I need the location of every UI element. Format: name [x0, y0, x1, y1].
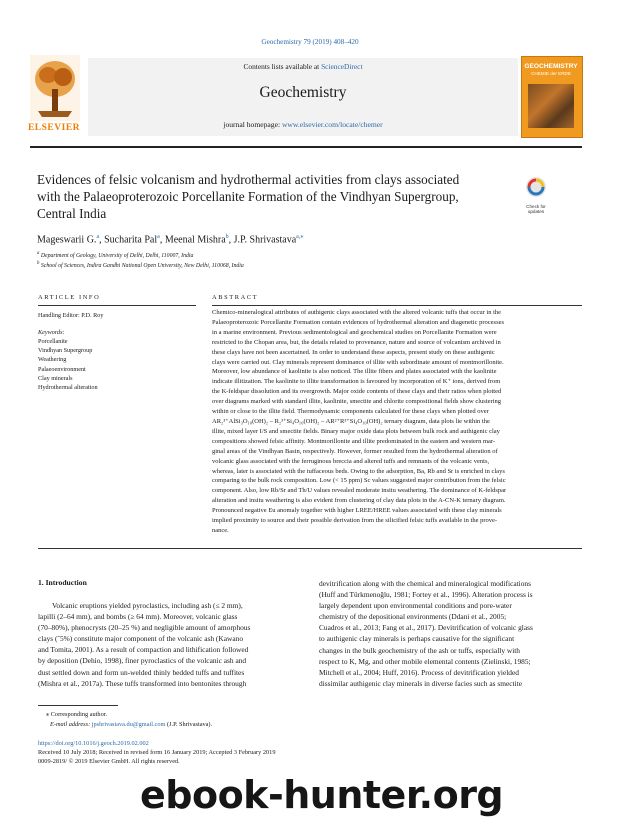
keyword: Weathering	[38, 356, 67, 364]
cover-photo	[528, 84, 574, 128]
keyword: Clay minerals	[38, 374, 73, 382]
introduction-left-column: Volcanic eruptions yielded pyroclastics, including ash (≤ 2 mm), lapilli (2–64 mm), and bombs (≥ 64 mm). Moreover, volcanic glass (70–80%), phenocrysts (20–25 %) and negligible amount of amorphous clays (˜5%) constitute major component of the volcanic ash (Kawano and Tomita, 2001). As a result of compaction and lithification followed by deposition (Dehio, 1998), finer pyroclastics of the volcanic ash and dust settled down and form un-welded thinly bedded tuffs and tuffites (Mishra et al., 2017a). These tuffs transformed into bentonites through	[38, 601, 251, 688]
copyright-line: 0009-2819/ © 2019 Elsevier GmbH. All rights reserved.	[38, 758, 180, 765]
elsevier-wordmark: ELSEVIER	[27, 123, 81, 133]
journal-name: Geochemistry	[259, 84, 347, 101]
check-updates-label: Check for updates	[526, 204, 546, 214]
article-info-rule	[38, 305, 196, 306]
abstract-end-rule	[38, 548, 582, 549]
author-affiliation-marker[interactable]: a	[157, 234, 160, 240]
keywords-list	[38, 337, 98, 392]
header-divider	[30, 146, 582, 148]
abstract-body: Chemico-mineralogical attributes of authigenic clays associated with the altered volcanic tuffs that occur in the Palaeoproterozoic Porcellanite Formation contain evidences of hydrothermal alteration and diagenetic processes in a marine environment. Previous sedimentological and geochemical studies on Porcellanite Formation were restricted to the Chopan area, but, the details related to provenance, nature and source of volcanism archived in these clays have not been ascertained. In order to understand these aspects, present study on these authigenic clays were carried out. Clay minerals represent dominance of illite with subordinate amount of montmorillonite. Moreover, low abundance of kaolinite is also noticed. The illite fibers and plates associated with the kaolinite indicate illitization. The kaolinite to illite transformation is favoured by incorporation of K⁺ ions, derived from the K-feldspar dissolution and its overgrowth. Major oxide contents of these clays and their ratios when plotted over diagrams marked with standard illite, kaolinite, smectite and chlorite compositional fields show clustering within or close to the illite field. Thermodynamic components calculated for these clays when plotted over AR₂³⁺AlSi₃O₁₀(OH)₂ – R₂³⁺Si₄O₁₀(OH)₂ – AR²⁺R³⁺Si₄O₁₀(OH)₂ ternary diagram, data plots lie within the illite, mixed layer I/S and smectite fields. Binary major oxide data plots between bulk rock and authigenic clay compositions showed felsic affinity. Montmorillonite and illite predominated in the eastern and western mar- ginal areas of the Vindhyan Basin, respectively. However, former resulted from the hydrothermal alteration of volcanic glass associated with the ferruginous breccia and altered tuffs and remnants of the volcanic vents, whereas, later is associated with the tuffaceous beds. Owing to the adsorption, Ba, Rb and Sr is enriched in clays comparing to the bulk rock composition. Low (< 15 ppm) Sc values suggested major contribution from the felsic component. Also, low Rb/Sr and Th/U values revealed moderate insitu weathering. The dominance of K-feldspar alteration and insitu weathering is also evident from clustering of clay data plots in the A-CN-K ternary diagram. Pronounced negative Eu anomaly together with higher LREE/HREE values associated with these clay minerals implied proximity to source and their possible derivation from the silicified felsic tuffs available in the prove- nance.	[212, 309, 507, 534]
elsevier-tree-logo	[30, 55, 80, 133]
contents-prefix: Contents lists available at	[243, 62, 322, 71]
check-updates-icon	[519, 175, 553, 199]
keyword: Palaeoenvironment	[38, 365, 86, 373]
doi-link[interactable]: https://doi.org/10.1016/j.geoch.2019.02.002	[38, 740, 149, 747]
check-for-updates-button[interactable]	[519, 175, 553, 213]
contents-available	[88, 62, 518, 71]
affiliation-b: $^b$ School of Sciences, Indira Gandhi National Open University, New Delhi, 110068, India	[37, 261, 244, 269]
author-name[interactable]: Meenal Mishra	[164, 234, 226, 246]
cover-title: GEOCHEMISTRY	[524, 63, 578, 70]
article-info-heading: ARTICLE INFO	[38, 294, 101, 301]
author-affiliation-marker[interactable]: a,⁎	[296, 234, 304, 240]
sciencedirect-link[interactable]: ScienceDirect	[321, 62, 363, 71]
author-name[interactable]: Mageswarii G.	[37, 234, 97, 246]
abstract-rule	[212, 305, 582, 306]
author-list: Mageswarii G.$^a$, Sucharita Pal$^a$, Meenal Mishra$^b$, J.P. Shrivastava$^{a,⁎}$	[37, 234, 304, 246]
received-dates: Received 10 July 2018; Received in revised form 16 January 2019; Accepted 3 February 2019	[38, 749, 276, 756]
introduction-heading: 1. Introduction	[38, 578, 87, 587]
watermark-text: ebook-hunter.org	[140, 773, 504, 817]
author-name[interactable]: Sucharita Pal	[104, 234, 158, 246]
article-title: Evidences of felsic volcanism and hydrothermal activities from clays associated with the Palaeoproterozoic Porcellanite Formation of the Vindhyan Supergroup, Central India	[37, 172, 460, 221]
cover-subtitle: CHEMIE der ERDE	[531, 71, 571, 76]
keywords-label: Keywords:	[38, 329, 65, 336]
author-affiliation-marker[interactable]: b	[225, 234, 229, 240]
abstract-heading: ABSTRACT	[212, 294, 259, 301]
email-note: E-mail address: jpshrivastava.du@gmail.com (J.P. Shrivastava).	[50, 721, 213, 728]
keyword: Porcellanite	[38, 338, 68, 345]
homepage-link[interactable]: www.elsevier.com/locate/chemer	[281, 120, 383, 129]
email-link[interactable]: jpshrivastava.du@gmail.com	[91, 721, 166, 728]
corresponding-author-note: ⁎ Corresponding author.	[46, 711, 108, 718]
keyword: Vindhyan Supergroup	[38, 347, 93, 355]
keyword: Hydrothermal alteration	[38, 384, 98, 392]
author-affiliation-marker[interactable]: a	[96, 234, 100, 240]
handling-editor: Handling Editor: P.D. Roy	[38, 312, 104, 319]
journal-homepage	[88, 120, 518, 129]
affiliation-a: $^a$ Department of Geology, University of Delhi, Delhi, 110007, India	[37, 251, 194, 259]
journal-citation[interactable]: Geochemistry 79 (2019) 408–420	[261, 38, 359, 46]
introduction-right-column: devitrification along with the chemical and mineralogical modifications (Huff and Türkmenoğlu, 1981; Fortey et al., 1996). Alteration process is largely dependent upon environmental conditions and pore-water chemistry of the depositional environments (Ddani et al., 2005; Cuadros et al., 2013; Fang et al., 2017). Devitrification of volcanic glass to authigenic clay minerals is perhaps causative for the significant changes in the bulk geochemistry of the ash or tuffs, especially with respect to K, Mg, and other mobile elemental contents (Zielinski, 1985; Mitchell et al., 2004; Huff, 2016). Process of devitrification yielded dissimilar authigenic clay minerals in diverse facies such as smectite	[319, 579, 533, 688]
homepage-prefix: journal homepage:	[223, 120, 282, 129]
footnote-rule	[38, 705, 118, 706]
author-name[interactable]: J.P. Shrivastava	[233, 234, 297, 246]
